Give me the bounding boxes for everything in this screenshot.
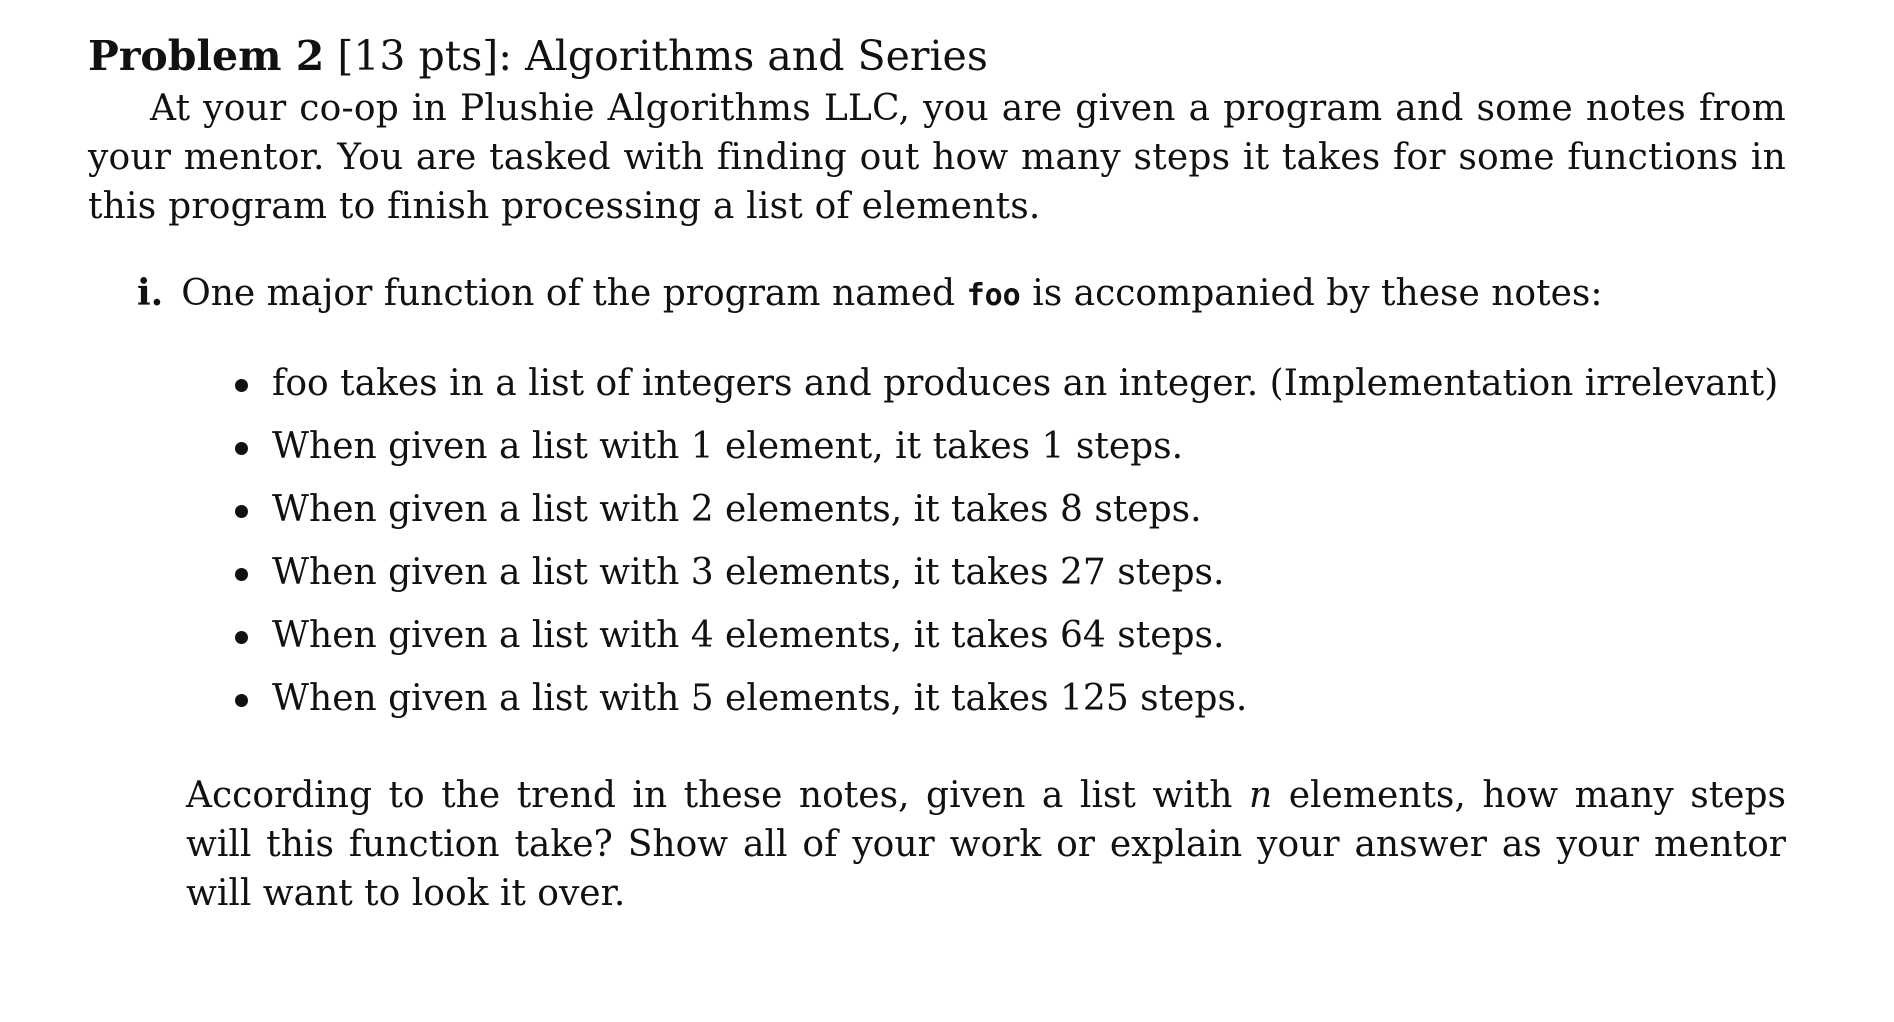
note-text: When given a list with 3 elements, it takes 27 steps.: [272, 552, 1225, 593]
part-i-label: i.: [137, 272, 164, 314]
note-text: When given a list with 4 elements, it takes 64 steps.: [272, 615, 1225, 656]
question-before: According to the trend in these notes, given a list with: [186, 775, 1233, 816]
note-item: [232, 488, 1778, 551]
function-name: foo: [966, 278, 1021, 313]
problem-points: [13 pts]:: [337, 32, 513, 80]
note-item: [232, 677, 1778, 740]
note-item: [232, 551, 1778, 614]
question-variable: n: [1248, 775, 1273, 816]
problem-intro: At your co-op in Plushie Algorithms LLC, you are given a program and some notes from your mentor. You are tasked with finding out how many steps it takes for some functions in this program to finish processing a list of elements.: [88, 88, 1786, 227]
note-item: [232, 425, 1778, 488]
question-after: elements, how many steps will this function take? Show all of your work or explain your answer as your mentor will want to look it over.: [186, 775, 1786, 914]
note-text: foo takes in a list of integers and produces an integer. (Implementation irrelevant): [272, 363, 1779, 404]
note-text: When given a list with 1 element, it takes 1 steps.: [272, 426, 1184, 467]
bullet-icon: [235, 505, 248, 518]
part-i-prompt: [137, 272, 1602, 315]
problem-title: Algorithms and Series: [525, 32, 988, 80]
note-item: [232, 362, 1778, 425]
notes-list: [232, 362, 1778, 740]
bullet-icon: [235, 379, 248, 392]
problem-heading: [88, 34, 988, 80]
bullet-icon: [235, 694, 248, 707]
problem-number: Problem 2: [88, 32, 325, 80]
bullet-icon: [235, 442, 248, 455]
note-item: [232, 614, 1778, 677]
note-text: When given a list with 2 elements, it takes 8 steps.: [272, 489, 1202, 530]
part-i-text-before: One major function of the program named: [181, 273, 956, 314]
part-i-text-after: is accompanied by these notes:: [1032, 273, 1603, 314]
note-text: When given a list with 5 elements, it takes 125 steps.: [272, 678, 1248, 719]
bullet-icon: [235, 631, 248, 644]
bullet-icon: [235, 568, 248, 581]
question-text: [186, 771, 1786, 918]
